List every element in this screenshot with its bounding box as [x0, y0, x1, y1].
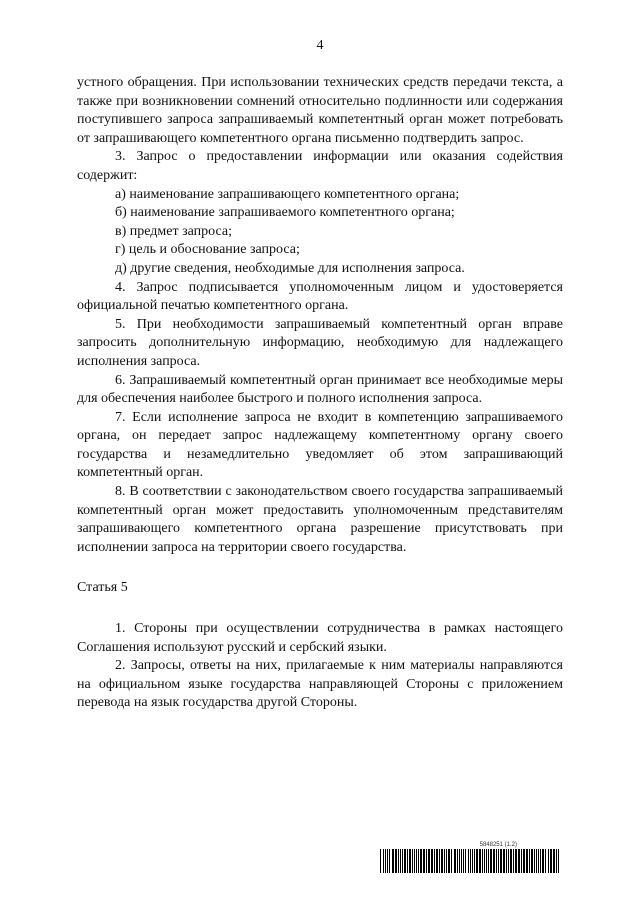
paragraph: 3. Запрос о предоставлении информации или оказания содействия содержит:	[77, 149, 563, 183]
document-body	[77, 74, 563, 713]
barcode-block	[379, 842, 561, 873]
paragraph: 8. В соответствии с законодательством своего государства запрашиваемый компетентный орган может предоставить уполномоченным представителям запрашивающего компетентного органа разрешение присутствовать при исполнении запроса на территории своего государства.	[77, 484, 563, 555]
paragraph: 6. Запрашиваемый компетентный орган принимает все необходимые меры для обеспечения наиболее быстрого и полного исполнения запроса.	[77, 372, 563, 407]
list-item: д) другие сведения, необходимые для исполнения запроса.	[115, 260, 465, 276]
list-item: а) наименование запрашивающего компетентного органа;	[115, 186, 460, 202]
paragraph: 1. Стороны при осуществлении сотрудничества в рамках настоящего Соглашения используют русский и сербский языки.	[77, 621, 563, 655]
list-item: б) наименование запрашиваемого компетентного органа;	[115, 205, 455, 221]
paragraph: 7. Если исполнение запроса не входит в компетенцию запрашиваемого органа, он передает запрос надлежащему компетентному органу своего государства и незамедлительно уведомляет об этом запрашивающий компетентный орган.	[77, 409, 563, 481]
paragraph: устного обращения. При использовании технических средств передачи текста, а также при возникновении сомнений относительно подлинности или содержания поступившего запроса запрашиваемый компетентный орган может потребовать от запрашивающего компетентного органа письменно подтвердить запрос.	[77, 75, 563, 146]
paragraph: 2. Запросы, ответы на них, прилагаемые к ним материалы направляются на официальном языке государства направляющей Стороны с приложением перевода на язык государства другой Стороны.	[77, 658, 563, 711]
paragraph: 5. При необходимости запрашиваемый компетентный орган вправе запросить дополнительную информацию, необходимую для надлежащего исполнения запроса.	[77, 316, 563, 369]
paragraph: 4. Запрос подписывается уполномоченным лицом и удостоверяется официальной печатью компетентного органа.	[77, 279, 563, 314]
paragraphs-bottom	[77, 620, 563, 713]
page-number: 4	[316, 38, 324, 53]
list-item: в) предмет запроса;	[115, 223, 232, 239]
barcode-code: 5848251 (1.2)	[479, 842, 517, 848]
list-item: г) цель и обоснование запроса;	[115, 242, 300, 258]
paragraphs-top	[77, 74, 563, 557]
article-heading: Статья 5	[77, 580, 128, 596]
barcode-icon	[379, 849, 561, 873]
